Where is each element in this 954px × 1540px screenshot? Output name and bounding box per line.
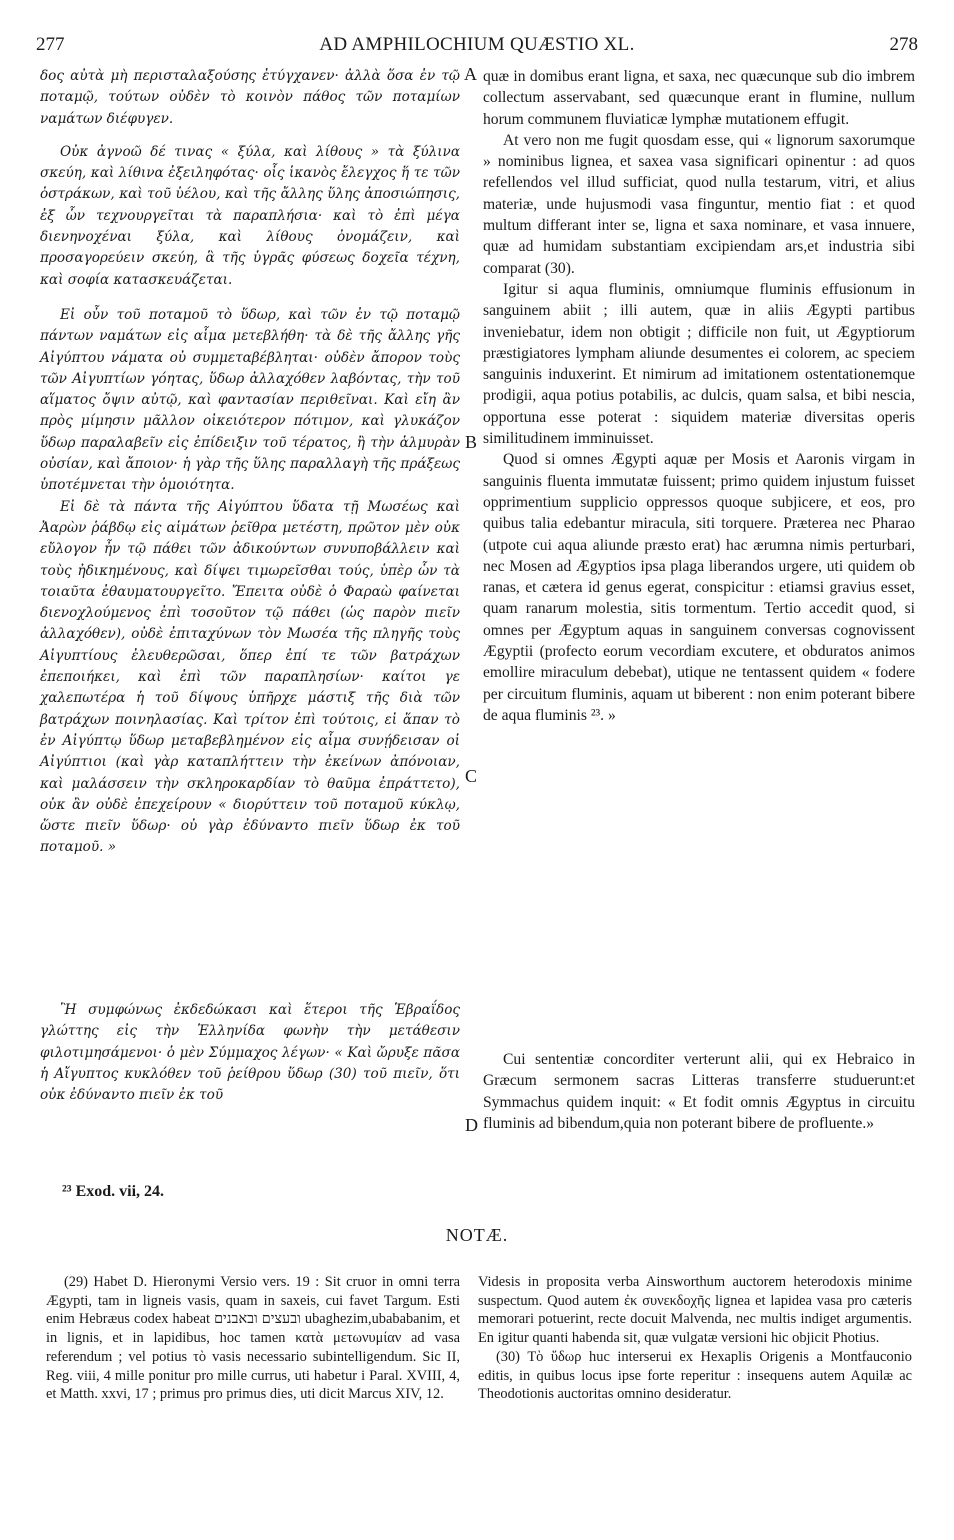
notes-right-column [478, 1273, 912, 1404]
latin-paragraph: Quod si omnes Ægypti aquæ per Mosis et Aaronis virgam in sanguinis fluenta immutatæ fuissent; primo quidem injustum fuisset opprimentium supplicio oppressos quoque subjicere, et eos, pro quibus talia edebantur miracula, siti torquere. Præterea nec Pharao (utpote cui aqua aliunde præsto erat) hac ærumna nimis perturbari, nec Mosen ad Ægyptios ipsa plaga liberandos urgere, uti quidem ob ranas, et cætera id genus egerat, conspicitur : etiamsi gravius esset, quam ranarum molestia, sitis tormentum. Tertio accedit quod, si omnes per Ægyptum aquas in sanguinem conversas cognovissent Ægyptii (profecto eorum vecordiam excutere, et obduratos animos emollire miraculum debebat), utique ne tentassent quidem « fodere per circuitum fluminis, aquam ut biberent : non enim poterant bibere de aqua fluminis ²³. » [483, 451, 915, 724]
greek-paragraph: Ἢ συμφώνως ἐκδεδώκασι καὶ ἕτεροι τῆς Ἑβραΐδος γλώττης εἰς τὴν Ἑλληνίδα φωνὴν τὴν μετάθεσιν φιλοτιμησάμενοι· ὁ μὲν Σύμμαχος λέγων· « Καὶ ὤρυξε πᾶσα ἡ Αἴγυπτος κυκλόθεν τοῦ ῥείθρου ὕδωρ (30) τοῦ πιεῖν, ὅτι οὐκ ἐδύναντο πιεῖν ἐκ τοῦ [40, 1002, 460, 1104]
notes-heading: NOTÆ. [445, 1225, 509, 1245]
latin-paragraph: At vero non me fugit quosdam esse, qui « lignorum saxorumque » nominibus lignea, et saxea vasa significari opinentur : ad quos refellendos vel illud sufficiat, quod nulla testarum, vitri, et alius materiæ, unde hujusmodi vasa finguntur, mentio fiat : et quod multum differant inter se, ligna et saxa nominare, et vasa innuere, quæ ad humidam substantiam excipiendam ars,et industria sibi comparat (30). [483, 131, 915, 277]
section-marker-a: A [464, 64, 477, 84]
note-29-continued: Videsis in proposita verba Ainsworthum auctorem heterodoxis minime suspectum. Quod autem ἐκ συνεκδοχῆς lignea et lapidea vasa pro cæteris memorari potuerint, recte docuit Malvenda, nec multis indiget argumentis. En igitur quanti habenda sit, quæ vulgatæ versioni hic objicit Photius. [478, 1274, 912, 1347]
greek-paragraph: Εἰ οὖν τοῦ ποταμοῦ τὸ ὕδωρ, καὶ τῶν ἐν τῷ ποταμῷ πάντων ναμάτων εἰς αἷμα μετεβλήθη· τὰ δὲ τῆς ἄλλης γῆς Αἰγύπτου νάματα οὐ συμμεταβέβληται· οὐδὲν ἄπορον τοὺς τῶν Αἰγυπτίων γόητας, ὕδωρ ἀλλαχόθεν λαβόντας, τὴν τοῦ αἵματος ὄψιν αὐτῷ, καὶ φαντασίαν περιθεῖναι. Καὶ εἴη ἂν πρὸς μίμησιν μᾶλλον οἰκειότερον πότιμον, καὶ γλυκάζον ὕδωρ παραλαβεῖν εἰς ἐπίδειξιν τοῦ τέρατος, ἢ τὴν ἁλμυρὰν οὐσίαν, καὶ ἄποιον· ἡ γὰρ τῆς ὕλης παραλλαγὴ τῆς πράξεως ὑποτέμνεται τὴν ὁμοιότητα. [40, 306, 460, 494]
footnote: ²³ Exod. vii, 24. [62, 1183, 165, 1200]
latin-paragraph: Igitur si aqua fluminis, omniumque fluminis effusionum in sanguinem abiit ; illi autem, quæ in aliis Ægypti partibus inveniebatur, idem non obtigit ; difficile non fuit, ut Ægyptiorum præstigiatores lympham aliunde desumentes ei colorem, ac speciem sanguinis induxerint. Et nimirum ad imitationem ostentationemque prodigii, aqua potius potabilis, ac dulcis, quam salsa, et bibi nescia, opportuna esse poterat : siquidem materiæ diversitas operis similitudinem imminuisset. [483, 280, 915, 448]
latin-column-continued [483, 1049, 915, 1134]
section-marker-d: D [465, 1115, 478, 1135]
notes-left-column [46, 1273, 460, 1404]
greek-paragraph: Οὐκ ἀγνοῶ δέ τινας « ξύλα, καὶ λίθους » τὰ ξύλινα σκεύη, καὶ λίθινα ἐξειληφότας· οἷς ἱκανὸς ἔλεγχος ἥ τε τῶν ὀστράκων, καὶ τοῦ ὑέλου, καὶ τῆς ἄλλης ὕλης ἀποσιώπησις, ἐξ ὧν τεχνουργεῖται τὰ παραπλήσια· καὶ τὸ ἐπὶ μέγα διενηνοχέναι ξύλα, καὶ λίθους ὀνομάζειν, καὶ προσαγορεύειν σκεύη, ἃ τῆς ὑγρᾶς φύσεως δοχεῖα τέχνη, καὶ σοφία κατασκευάζεται. [40, 143, 460, 288]
section-marker-b: B [465, 432, 478, 452]
running-title: AD AMPHILOCHIUM QUÆSTIO XL. [319, 34, 635, 55]
note-29: (29) Habet D. Hieronymi Versio vers. 19 : Sit cruor in omni terra Ægypti, tam in ligneis vasis, quam in saxeis, cui favet Targum. Esti enim Hebræus codex habeat ובעצים ובאבנים ubaghezim,ubababanim, et in lignis, et in lapidibus, hoc tamen κατὰ μετωνυμίαν ad vasa referendum ; vel potius τὸ vasis necessario subintelligendum. Sic II, Reg. viii, 4 mille ponitur pro mille currus, uti habetur i Paral. XVIII, 4, et Matth. xxvi, 17 ; primus pro primus dies, uti dicit Marcus XIV, 12. [46, 1274, 460, 1403]
latin-paragraph: quæ in domibus erant ligna, et saxa, nec quæcunque sub dio imbrem collectum asservabant, sed quæcunque erant in flumine, nullum horum communem fluviaticæ lymphæ mutationem effugit. [483, 68, 915, 128]
page-number-left: 277 [36, 34, 65, 55]
section-marker-c: C [465, 766, 478, 786]
latin-column [483, 66, 915, 726]
greek-column-continued [40, 1000, 460, 1106]
note-30: (30) Τὸ ὕδωρ huc interserui ex Hexaplis Origenis a Montfauconio editis, in quibus locus ipse forte reperitur : insequens autem Aquilæ ac Theodotionis auctoritas omnino desideratur. [478, 1348, 912, 1403]
greek-paragraph: Εἰ δὲ τὰ πάντα τῆς Αἰγύπτου ὕδατα τῇ Μωσέως καὶ Ἀαρὼν ῥάβδῳ εἰς αἱμάτων ῥεῖθρα μετέστη, πρῶτον μὲν οὐκ εὔλογον ἦν τῷ πάθει τῶν ἀδικούντων συνυποβάλλειν καὶ τοὺς ἠδικημένους, καὶ δίψει τιμωρεῖσθαι τούς, ὑπὲρ ὧν τὰ τοιαῦτα ἐθαυματουργεῖτο. Ἔπειτα οὐδὲ ὁ Φαραὼ φαίνεται διενοχλούμενος ἐπὶ τοσοῦτον τῷ πάθει (ὡς παρὸν πιεῖν ἀλλαχόθεν), οὐδὲ ἐπιταχύνων τὸν Μωσέα τῆς πληγῆς τοὺς Αἰγυπτίους ἐλευθερῶσαι, ὅπερ ἐπί τε τῶν βατράχων ἐπεποιήκει, καὶ ἐπὶ τῶν παραπλησίων· καίτοι γε χαλεπωτέρα ἡ τοῦ δίψους ὑπῆρχε μάστιξ τῆς διὰ τῶν βατράχων ποινηλασίας. Καὶ τρίτον ἐπὶ τούτοις, εἰ ἅπαν τὸ ἐν Αἰγύπτῳ ὕδωρ μεταβεβλημένον εἰς αἷμα συνῄδεισαν οἱ Αἰγύπτιοι (καὶ γὰρ καταπλήττειν τὴν ἐκείνων ἀπόνοιαν, καὶ μαλάσσειν τὴν σκληροκαρδίαν τὸ θαῦμα ἐπράττετο), οὐκ ἂν οὐδὲ ἐπεχείρουν « διορύττειν τοῦ ποταμοῦ κύκλῳ, ὥστε πιεῖν ὕδωρ· οὐ γὰρ ἐδύναντο πιεῖν ὕδωρ ἐκ τοῦ ποταμοῦ. » [40, 498, 460, 856]
running-header [36, 34, 918, 58]
latin-paragraph: Cui sententiæ concorditer verterunt alii, qui ex Hebraico in Græcum sermonem sacras Litteras transferre studuerunt:et Symmachus quidem inquit: « Et fodit omnis Ægyptus in circuitu fluminis ad bibendum,quia non poterant bibere de profluente.» [483, 1051, 915, 1132]
page-number-right: 278 [889, 34, 918, 55]
greek-column [40, 66, 460, 859]
greek-paragraph: δος αὐτὰ μὴ περισταλαξούσης ἐτύγχανεν· ἀλλὰ ὅσα ἐν τῷ ποταμῷ, τούτων οὐδὲν τὸ κοινὸν πάθος τῶν ποταμίων ναμάτων διέφυγεν. [40, 68, 460, 127]
